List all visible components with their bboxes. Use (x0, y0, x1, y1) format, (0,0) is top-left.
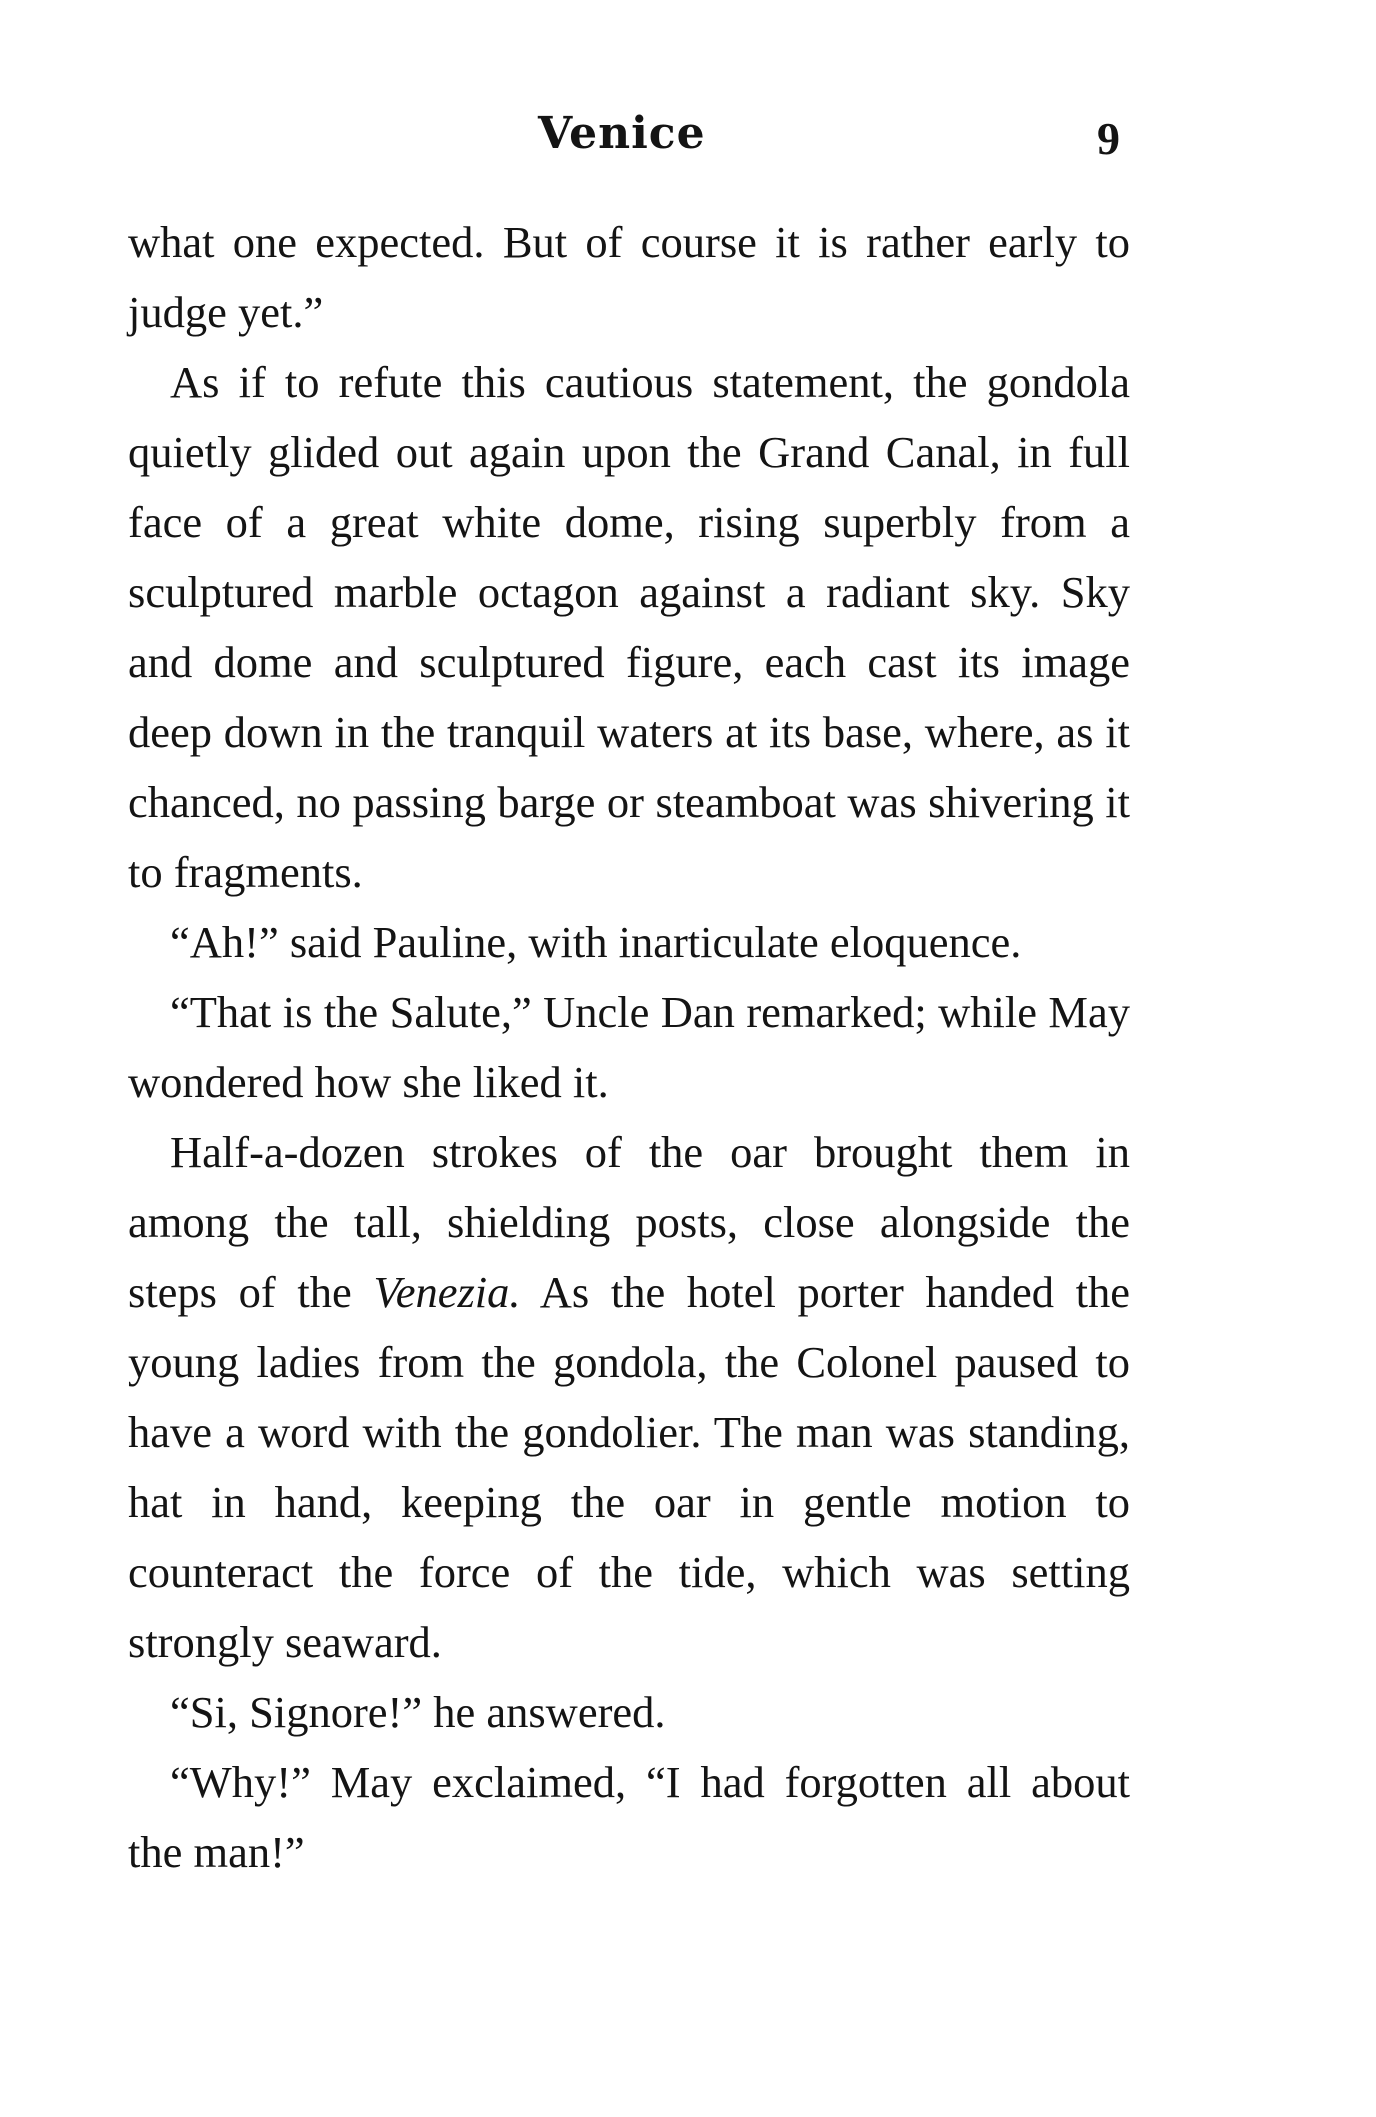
paragraph-continuation: what one expected. But of course it is rather early to judge yet.” (128, 217, 1130, 337)
paragraph: “That is the Salute,” Uncle Dan remarked; while May wondered how she liked it. (128, 987, 1130, 1107)
paragraph: “Why!” May exclaimed, “I had forgotten all about the man!” (128, 1757, 1130, 1877)
paragraph: “Ah!” said Pauline, with inarticulate eloquence. (170, 917, 1022, 967)
paragraph: “Si, Signore!” he answered. (170, 1687, 666, 1737)
running-title: Venice (538, 108, 706, 159)
page-number: 9 (1097, 113, 1120, 164)
page-header (0, 108, 1376, 168)
body-text (128, 207, 1130, 1887)
paragraph: As if to refute this cautious statement, the gondola quietly glided out again upon the Grand Canal, in full face of a great white dome, rising superbly from a sculptured marble octagon against a radiant sky. Sky and dome and sculptured figure, each cast its image deep down in the tranquil waters at its base, where, as it chanced, no passing barge or steamboat was shivering it to fragments. (128, 357, 1130, 897)
paragraph-text: Half-a-dozen strokes of the oar brought them in among the tall, shielding posts, close alongside the steps of the (128, 1127, 1130, 1317)
paragraph (128, 1117, 1130, 1677)
paragraph-text: As the hotel porter handed the young ladies from the gondola, the Colonel paused to have a word with the gondolier. The man was standing, hat in hand, keeping the oar in gentle motion to counteract the force of the tide, which was setting strongly seaward. (128, 1267, 1130, 1667)
hotel-name: Venezia. (373, 1267, 521, 1317)
